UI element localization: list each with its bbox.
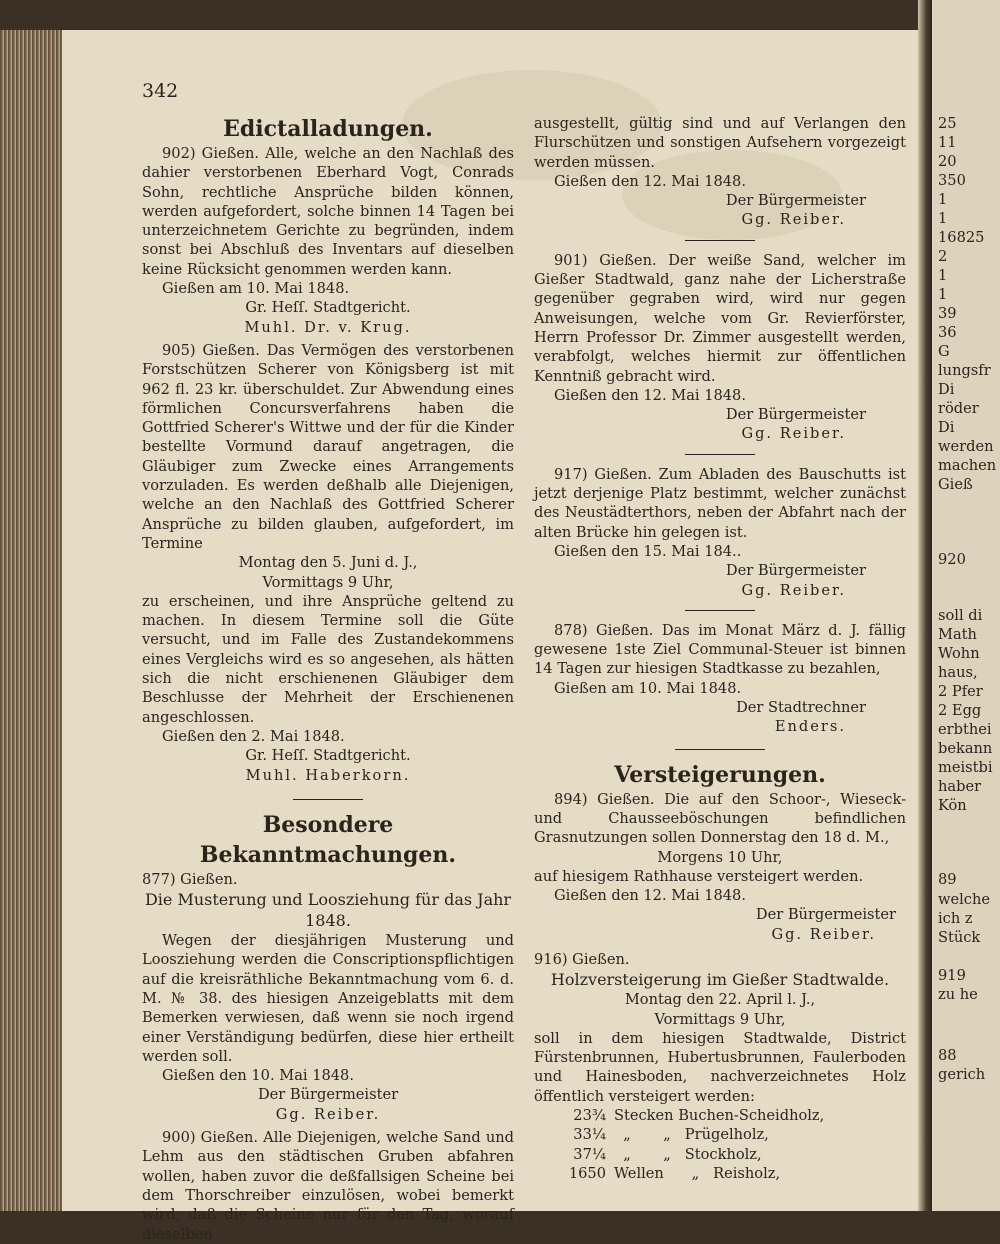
next-page-line: soll di bbox=[938, 607, 983, 624]
notice-902-court: Gr. Heſſ. Stadtgericht. bbox=[245, 299, 411, 317]
wood-quantity: 23¾ bbox=[573, 1107, 606, 1125]
next-page-line: 25 bbox=[938, 115, 957, 132]
notice-901: 901) Gießen. Der weiße Sand, welcher im Gießer Stadtwald, ganz nahe der Licherstraße gegenüber gegraben wird, wird nur gegen Anweisungen, welche vom Gr. Revierförster, Herrn Professor Dr. Zimmer ausgestellt werden, verabfolgt, welches hiermit zur öffentlichen Kenntniß gebracht wird. bbox=[534, 251, 906, 385]
heading-edictalladungen: Edictalladungen. bbox=[223, 116, 433, 142]
next-page-line: 2 Pfer bbox=[938, 683, 983, 700]
next-page-line: röder bbox=[938, 400, 979, 417]
notice-894-time: Morgens 10 Uhr, bbox=[657, 848, 783, 866]
wood-item bbox=[534, 1106, 906, 1125]
next-page-line: Wohn bbox=[938, 645, 980, 662]
notice-877-title: Die Musterung und Loosziehung für das Jahr 1848. bbox=[144, 890, 512, 931]
next-page-line: zu he bbox=[938, 986, 978, 1003]
notice-917: 917) Gießen. Zum Abladen des Bauschutts ist jetzt derjenige Platz bestimmt, welcher zunächst des Neustädterthors, neben der Abfahrt nach der alten Brücke hin gelegen ist. bbox=[534, 465, 906, 541]
next-page-line: 1 bbox=[938, 191, 948, 208]
next-page-line: 1 bbox=[938, 210, 948, 227]
notice-900-signature: Gg. Reiber. bbox=[741, 211, 846, 229]
notice-894-date: Gießen den 12. Mai 1848. bbox=[554, 887, 746, 905]
next-page-line: Kön bbox=[938, 797, 967, 814]
left-column bbox=[142, 114, 514, 1244]
notice-905-day: Montag den 5. Juni d. J., bbox=[238, 554, 418, 572]
next-page-line: 11 bbox=[938, 134, 957, 151]
next-page-line: 36 bbox=[938, 324, 957, 341]
separator-rule bbox=[293, 799, 363, 800]
next-page-line: meistbi bbox=[938, 759, 993, 776]
notice-900-role: Der Bürgermeister bbox=[725, 192, 866, 210]
book-gutter bbox=[918, 0, 932, 1211]
page-edge bbox=[0, 30, 62, 1211]
notice-916-number: 916) Gießen. bbox=[534, 950, 630, 968]
wood-quantity: 37¼ bbox=[573, 1145, 606, 1163]
notice-905: 905) Gießen. Das Vermögen des verstorbenen Forstschützen Scherer von Königsberg ist mit 962 fl. 23 kr. überschuldet. Zur Abwendung eines förmlichen Concursverfahrens haben die Gottfried Scherer's Wittwe und der für die Kinder bestellte Vormund darauf angetragen, die Gläubiger zum Zwecke eines Arrangements vorzuladen. Es werden deßhalb alle Diejenigen, welche an den Nachlaß des Gottfried Scherer Ansprüche zu bilden glauben, aufgefordert, im Termine bbox=[142, 341, 514, 552]
notice-905-cont: zu erscheinen, und ihre Ansprüche geltend zu machen. In diesem Termine soll die Güte versucht, und im Falle des Zustandekommens eines Vergleichs wird es so angesehen, als hätten sich die nicht erschienenen Gläubiger dem Beschlusse der Mehrheit der Erschienenen angeschlossen. bbox=[142, 592, 514, 726]
next-page-line: 1 bbox=[938, 286, 948, 303]
notice-916-time: Vormittags 9 Uhr, bbox=[654, 1010, 786, 1028]
notice-917-date: Gießen den 15. Mai 184.. bbox=[554, 542, 742, 560]
notice-900: 900) Gießen. Alle Diejenigen, welche Sand und Lehm aus den städtischen Gruben abfahren wollen, haben zuvor die deßfallsigen Scheine bei dem Thorschreiber einzulösen, wobei bemerkt wird, daß die Scheine nur für den Tag, worauf dieselben bbox=[142, 1129, 514, 1243]
next-page-line: machen bbox=[938, 457, 997, 474]
notice-877: Wegen der diesjährigen Musterung und Loosziehung werden die Conscriptionspflichtigen auf die kreisräthliche Bekanntmachung vom 6. d. M. № 38. des hiesigen Anzeigeblatts mit dem Bemerken verwiesen, daß wenn sie noch irgend einer Verständigung bedürfen, diese hier ertheilt werden soll. bbox=[142, 932, 514, 1065]
page-number: 342 bbox=[142, 80, 179, 102]
next-page-line: Di bbox=[938, 419, 955, 436]
notice-878-role: Der Stadtrechner bbox=[736, 699, 866, 717]
right-column bbox=[534, 114, 906, 1183]
next-page-line: haber bbox=[938, 778, 982, 795]
notice-902-signature: Muhl. Dr. v. Krug. bbox=[244, 318, 412, 336]
next-page-line: 89 bbox=[938, 871, 957, 888]
next-page-line: 2 Egg bbox=[938, 702, 982, 719]
next-page-line: Math bbox=[938, 626, 977, 643]
notice-917-signature: Gg. Reiber. bbox=[741, 581, 846, 599]
notice-905-court: Gr. Heſſ. Stadtgericht. bbox=[245, 747, 411, 765]
wood-type: „ „ Stockholz, bbox=[614, 1145, 762, 1163]
separator-rule bbox=[675, 749, 765, 750]
notice-902: 902) Gießen. Alle, welche an den Nachlaß des dahier verstorbenen Eberhard Vogt, Conrads Sohn, rechtliche Ansprüche bilden können, werden aufgefordert, solche binnen 14 Tagen bei unterzeichnetem Gerichte zu begründen, indem sonst bei Abschluß des Inventars auf dieselben keine Rücksicht genommen werden kann. bbox=[142, 145, 514, 278]
notice-905-date: Gießen den 2. Mai 1848. bbox=[162, 727, 345, 745]
next-page-line: 919 bbox=[938, 967, 966, 984]
notice-916: soll in dem hiesigen Stadtwalde, District Fürstenbrunnen, Hubertusbrunnen, Faulerboden und Hainesboden, nachverzeichnetes Holz öffentlich versteigert werden: bbox=[534, 1029, 906, 1105]
next-page-line: haus, bbox=[938, 664, 978, 681]
next-page-line: welche bbox=[938, 891, 991, 908]
separator-rule bbox=[685, 240, 755, 241]
wood-quantity: 33¼ bbox=[573, 1126, 606, 1144]
separator-rule bbox=[685, 454, 755, 455]
notice-878-date: Gießen am 10. Mai 1848. bbox=[554, 679, 742, 697]
notice-894-cont: auf hiesigem Rathhause versteigert werden. bbox=[534, 867, 864, 885]
notice-901-date: Gießen den 12. Mai 1848. bbox=[554, 386, 746, 404]
separator-rule bbox=[685, 610, 755, 611]
next-page-line: erbthei bbox=[938, 721, 992, 738]
notice-878: 878) Gießen. Das im Monat März d. J. fällig gewesene 1ste Ziel Communal-Steuer ist binnen 14 Tagen zur hiesigen Stadtkasse zu bezahlen, bbox=[534, 621, 906, 678]
notice-878-signature: Enders. bbox=[774, 718, 846, 736]
notice-894: 894) Gießen. Die auf den Schoor-, Wieseck- und Chausseeböschungen befindlichen Grasnutzungen sollen Donnerstag den 18 d. M., bbox=[534, 790, 906, 847]
notice-905-time: Vormittags 9 Uhr, bbox=[262, 573, 394, 591]
next-page-line: Gieß bbox=[938, 476, 973, 493]
wood-quantity: 1650 bbox=[568, 1164, 606, 1182]
next-page-line: 88 bbox=[938, 1047, 957, 1064]
next-page-line: 350 bbox=[938, 172, 966, 189]
next-page-line: 920 bbox=[938, 551, 966, 568]
notice-901-role: Der Bürgermeister bbox=[725, 406, 866, 424]
notice-877-number: 877) Gießen. bbox=[142, 870, 238, 888]
next-page-line: ich z bbox=[938, 910, 973, 927]
wood-list bbox=[534, 1106, 906, 1183]
notice-900-cont: ausgestellt, gültig sind und auf Verlangen den Flurschützen und sonstigen Aufsehern vorgezeigt werden müssen. bbox=[534, 115, 906, 171]
heading-besondere-bekanntmachungen: Besondere Bekanntmachungen. bbox=[199, 811, 457, 868]
notice-902-date: Gießen am 10. Mai 1848. bbox=[162, 280, 350, 298]
next-page-fragment bbox=[932, 0, 1000, 1211]
notice-901-signature: Gg. Reiber. bbox=[741, 425, 846, 443]
wood-item bbox=[534, 1125, 906, 1144]
notice-877-role: Der Bürgermeister bbox=[257, 1086, 399, 1104]
wood-type: Wellen „ Reisholz, bbox=[614, 1164, 781, 1182]
notice-894-signature: Gg. Reiber. bbox=[771, 925, 876, 943]
next-page-line: 1 bbox=[938, 267, 948, 284]
next-page-line: 20 bbox=[938, 153, 957, 170]
notice-894-role: Der Bürgermeister bbox=[755, 906, 896, 924]
next-page-line: gerich bbox=[938, 1066, 986, 1083]
wood-item bbox=[534, 1145, 906, 1164]
next-page-line: bekann bbox=[938, 740, 993, 757]
next-page-line: 16825 bbox=[938, 229, 985, 246]
next-page-line: 39 bbox=[938, 305, 957, 322]
wood-item bbox=[534, 1164, 906, 1183]
notice-916-title: Holzversteigerung im Gießer Stadtwalde. bbox=[550, 970, 890, 990]
notice-877-date: Gießen den 10. Mai 1848. bbox=[162, 1067, 354, 1085]
wood-type: „ „ Prügelholz, bbox=[614, 1126, 769, 1144]
next-page-line: werden bbox=[938, 438, 994, 455]
heading-versteigerungen: Versteigerungen. bbox=[614, 761, 826, 788]
notice-877-signature: Gg. Reiber. bbox=[275, 1105, 381, 1123]
notice-905-signature: Muhl. Haberkorn. bbox=[245, 766, 411, 784]
next-page-line: 2 bbox=[938, 248, 948, 265]
next-page-line: Stück bbox=[938, 929, 981, 946]
next-page-line: Di bbox=[938, 381, 955, 398]
notice-900-date: Gießen den 12. Mai 1848. bbox=[554, 172, 746, 190]
notice-916-day: Montag den 22. April l. J., bbox=[624, 991, 816, 1009]
next-page-line: G bbox=[938, 343, 950, 360]
next-page-line: lungsfr bbox=[938, 362, 991, 379]
notice-917-role: Der Bürgermeister bbox=[725, 562, 866, 580]
wood-type: Stecken Buchen-Scheidholz, bbox=[614, 1107, 825, 1125]
